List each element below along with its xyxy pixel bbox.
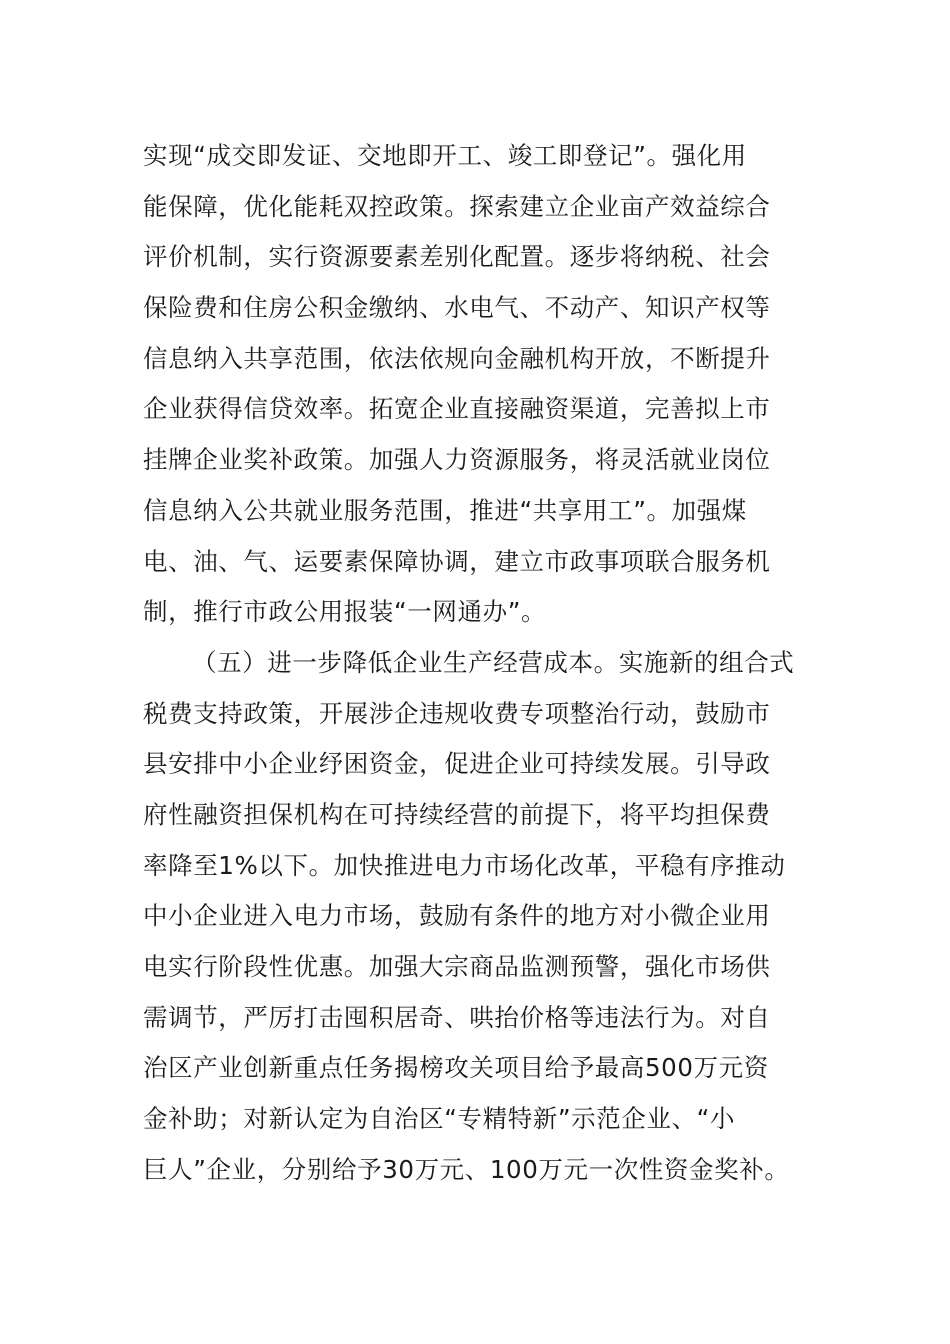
text-line: 电实行阶段性优惠。加强大宗商品监测预警，强化市场供 xyxy=(143,952,771,981)
text-line: 挂牌企业奖补政策。加强人力资源服务，将灵活就业岗位 xyxy=(143,445,771,475)
text-line: 县安排中小企业纾困资金，促进企业可持续发展。引导政 xyxy=(143,749,771,779)
text-line: 实现“成交即发证、交地即开工、竣工即登记”。强化用 xyxy=(143,141,747,170)
text-line: 巨人”企业，分别给予30万元、100万元一次性资金奖补。 xyxy=(143,1154,790,1184)
text-line: 信息纳入公共就业服务范围，推进“共享用工”。加强煤 xyxy=(143,495,747,525)
text-line: 制，推行市政公用报装“一网通办”。 xyxy=(143,597,547,627)
text-line: 信息纳入共享范围，依法依规向金融机构开放，不断提升 xyxy=(143,343,771,373)
text-line: 保险费和住房公积金缴纳、水电气、不动产、知识产权等 xyxy=(143,293,771,323)
text-line: 电、油、气、运要素保障协调，建立市政事项联合服务机 xyxy=(143,546,771,576)
text-line: 率降至1%以下。加快推进电力市场化改革，平稳有序推动 xyxy=(143,850,786,880)
text-line: 能保障，优化能耗双控政策。探索建立企业亩产效益综合 xyxy=(143,191,771,221)
text-line: 治区产业创新重点任务揭榜攻关项目给予最高500万元资 xyxy=(143,1053,769,1083)
body-text xyxy=(143,131,843,1195)
text-line: 税费支持政策，开展涉企违规收费专项整治行动，鼓励市 xyxy=(143,698,771,728)
section-heading-line: （五）进一步降低企业生产经营成本。实施新的组合式 xyxy=(192,647,795,677)
text-line: 需调节，严厉打击囤积居奇、哄抬价格等违法行为。对自 xyxy=(143,1002,771,1032)
text-line: 中小企业进入电力市场，鼓励有条件的地方对小微企业用 xyxy=(143,901,771,931)
text-line: 评价机制，实行资源要素差别化配置。逐步将纳税、社会 xyxy=(143,242,771,272)
text-line: 金补助；对新认定为自治区“专精特新”示范企业、“小 xyxy=(143,1104,736,1134)
text-line: 企业获得信贷效率。拓宽企业直接融资渠道，完善拟上市 xyxy=(143,394,771,424)
text-line: 府性融资担保机构在可持续经营的前提下，将平均担保费 xyxy=(143,799,771,829)
